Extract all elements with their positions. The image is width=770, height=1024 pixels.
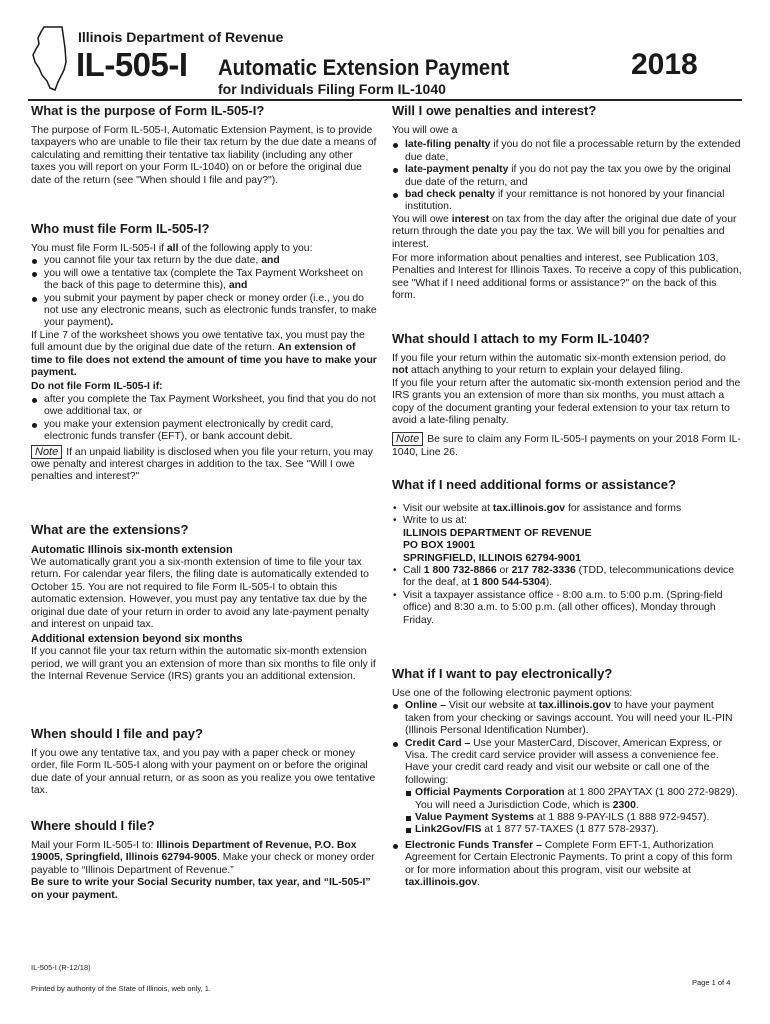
list-item: you make your extension payment electronically by credit card, electronic funds transfer (EFT), or bank account debit. [31, 419, 377, 444]
who-heading: Who must file Form IL-505-I? [31, 221, 210, 236]
agency-name: Illinois Department of Revenue [78, 29, 284, 45]
penalties-list [392, 139, 742, 213]
extensions-heading: What are the extensions? [31, 522, 189, 537]
do-not-file-list [31, 394, 377, 444]
who-note: Note If an unpaid liability is disclosed when you file your return, you may owe penalty and interest charges in addition to the tax. See "Will I owe penalties and interest?" [31, 445, 373, 483]
electronic-options-list [392, 700, 742, 889]
who-intro: You must file Form IL-505-I if all of the following apply to you: [31, 243, 313, 254]
purpose-section [31, 103, 377, 187]
electronic-heading: What if I want to pay electronically? [392, 666, 613, 681]
list-item: late-filing penalty if you do not file a processable return by the extended due date, [392, 139, 742, 164]
interest-paragraph: You will owe interest on tax from the day after the original due date of your return through the date you pay the tax. We will bill you for penalties and interest. [392, 213, 737, 250]
attach-within-period: If you file your return within the automatic six-month extension period, do not attach anything to your return to explain your delayed filing. [392, 353, 726, 377]
electronic-intro: Use one of the following electronic payment options: [392, 688, 633, 699]
when-section [31, 726, 377, 798]
list-item: you submit your payment by paper check or money order (i.e., you do not use any electronic means, such as electronic funds transfer, to make your payment). [31, 293, 377, 330]
list-item: Official Payments Corporation at 1 800 2PAYTAX (1 800 272-9829). You will need a Jurisdiction Code, which is 2300. [405, 787, 742, 812]
extensions-section [31, 522, 377, 684]
penalties-section [392, 103, 742, 303]
list-item: Electronic Funds Transfer – Complete Form EFT-1, Authorization Agreement for Certain Electronic Payments. To print a copy of this form or for more information about this program, visit our website at tax.illinois.gov. [392, 840, 742, 890]
list-item: late-payment penalty if you do not pay the tax you owe by the original due date of the return, and [392, 164, 742, 189]
penalties-more-info: For more information about penalties and interest, see Publication 103, Penalties and Interest for Illinois Taxes. To receive a copy of this publication, see "What if I need additional forms or assistance?" on the back of this form. [392, 253, 742, 302]
automatic-extension-heading: Automatic Illinois six-month extension [31, 544, 233, 556]
list-item: Online – Visit our website at tax.illinois.gov to have your payment taken from your checking or savings account. You will need your IL-PIN (Illinois Personal Identification Number). [392, 700, 742, 737]
attach-after-period: If you file your return after the automatic six-month extension period and the IRS grants you an extension of more than six months, you must attach a copy of the document granting your federal extension to your tax return to avoid a late-filing penalty. [392, 377, 741, 427]
when-body: If you owe any tentative tax, and you pay with a paper check or money order, file Form IL-505-I along with your payment on or before the original due date of your annual return, or as soon as you realize you owe tentative tax. [31, 748, 376, 797]
list-item: Credit Card – Use your MasterCard, Discover, American Express, or Visa. The credit card service provider will assess a convenience fee. Have your credit card ready and visit our website or call one of the following: Official Payments Corporation at 1 800 2PAYTAX (1 800 272-9829). You will need a Jurisdiction Code, which is 2300. Value Payment Systems at 1 888 9-PAY-ILS (1 888 972-9457). Link2Gov/FIS at 1 877 57-TAXES (1 877 578-2937). [392, 738, 742, 837]
attach-note: Note Be sure to claim any Form IL-505-I payments on your 2018 Form IL-1040, Line 26. [392, 433, 741, 458]
form-title: Automatic Extension Payment [218, 55, 510, 80]
line7-paragraph: If Line 7 of the worksheet shows you owe tentative tax, you must pay the full amount due by the original due date of the return. An extension of time to file does not extend the amount of time you have to make your payment. [31, 329, 377, 379]
page-number: Page 1 of 4 [692, 978, 731, 987]
list-item: • Write to us at: ILLINOIS DEPARTMENT OF REVENUE PO BOX 19001 SPRINGFIELD, ILLINOIS 62794-9001 [392, 515, 742, 565]
who-criteria-list [31, 255, 377, 329]
printed-by: Printed by authority of the State of Illinois, web only, 1. [31, 984, 211, 993]
when-heading: When should I file and pay? [31, 726, 203, 741]
where-body: Mail your Form IL-505-I to: Illinois Department of Revenue, P.O. Box 19005, Springfield, Illinois 62794-9005. Make your check or money order payable to “Illinois Department of Revenue.” [31, 840, 375, 876]
assistance-section [392, 477, 742, 627]
automatic-extension-body: We automatically grant you a six-month extension of time to file your tax return. For calendar year filers, the filing date is automatically extended to October 15. You are not required to file Form IL-505-I to obtain this automatic extension. However, you must pay any tentative tax due by the original due date of your return in order to avoid any late-payment penalty and interest on unpaid tax. [31, 557, 369, 631]
where-reminder: Be sure to write your Social Security number, tax year, and “IL-505-I” on your payment. [31, 877, 371, 901]
list-item: • Visit our website at tax.illinois.gov for assistance and forms [392, 503, 742, 515]
header-divider [28, 99, 742, 101]
list-item: • Call 1 800 732-8866 or 217 782-3336 (TDD, telecommunications device for the deaf, at 1 800 544-5304). [392, 565, 742, 590]
website-link[interactable]: tax.illinois.gov [405, 877, 478, 889]
list-item: Link2Gov/FIS at 1 877 57-TAXES (1 877 578-2937). [405, 824, 742, 836]
list-item: bad check penalty if your remittance is not honored by your financial institution. [392, 189, 742, 214]
form-revision: IL-505-I (R-12/18) [31, 963, 91, 972]
electronic-section [392, 666, 742, 890]
website-link[interactable]: tax.illinois.gov [492, 503, 566, 514]
attach-heading: What should I attach to my Form IL-1040? [392, 331, 650, 346]
assistance-heading: What if I need additional forms or assistance? [392, 477, 676, 492]
list-item: you cannot file your tax return by the due date, and [31, 255, 377, 267]
list-item: after you complete the Tax Payment Worksheet, you find that you do not owe additional tax, or [31, 394, 377, 419]
where-section [31, 818, 377, 902]
note-label: Note [31, 445, 62, 459]
illinois-state-outline-icon [30, 24, 70, 94]
purpose-body: The purpose of Form IL-505-I, Automatic Extension Payment, is to provide taxpayers who are unable to file their tax return by the due date a means of calculating and remitting their tentative tax liability (including any other taxes you will report on your Form IL-1040) on or before the original due date of the return (see "When should I file and pay?"). [31, 125, 377, 186]
list-item: Value Payment Systems at 1 888 9-PAY-ILS (1 888 972-9457). [405, 812, 742, 824]
assistance-list [392, 503, 742, 627]
additional-extension-heading: Additional extension beyond six months [31, 633, 243, 646]
who-section [31, 221, 377, 484]
where-heading: Where should I file? [31, 818, 155, 833]
list-item: you will owe a tentative tax (complete the Tax Payment Worksheet on the back of this page to determine this), and [31, 268, 377, 293]
note-label: Note [392, 432, 423, 446]
attach-section [392, 331, 742, 459]
additional-extension-body: If you cannot file your tax return within the automatic six-month extension period, we will grant you an extension of more than six months to file only if the Internal Revenue Service (IRS) grants you an additional extension. [31, 646, 376, 683]
list-item: • Visit a taxpayer assistance office - 8:00 a.m. to 5:00 p.m. (Spring-field office) and 8:30 a.m. to 5:00 p.m. (all other offices), Monday through Friday. [392, 590, 742, 627]
purpose-heading: What is the purpose of Form IL-505-I? [31, 103, 265, 118]
form-subtitle: for Individuals Filing Form IL-1040 [218, 81, 446, 97]
credit-card-providers-list [405, 787, 742, 837]
do-not-file-heading: Do not file Form IL-505-I if: [31, 381, 163, 393]
penalties-heading: Will I owe penalties and interest? [392, 103, 597, 118]
penalties-intro: You will owe a [392, 125, 458, 136]
website-link[interactable]: tax.illinois.gov [538, 700, 611, 712]
form-number: IL-505-I [76, 46, 188, 83]
tax-year: 2018 [631, 48, 698, 81]
